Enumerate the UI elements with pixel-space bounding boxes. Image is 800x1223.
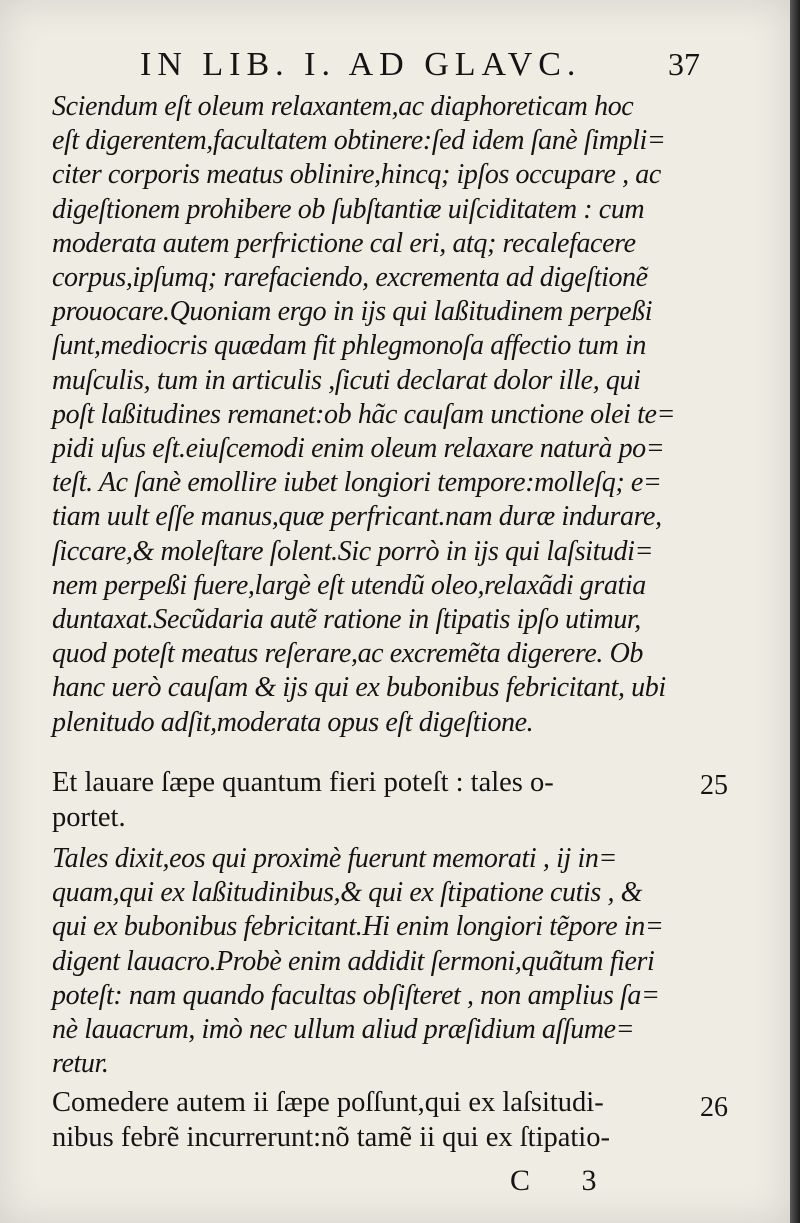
- text-line: digeſtionem prohibere ob ſubſtantiæ uiſciditatem : cum: [52, 193, 645, 225]
- text-line: prouocare.Quoniam ergo in ijs qui laßitudinem perpeßi: [52, 296, 653, 328]
- text-line: Tales dixit,eos qui proximè fuerunt memorati , ij in=: [52, 843, 617, 874]
- text-line: duntaxat.Secũdaria autẽ ratione in ſtipatis ipſo utimur,: [52, 604, 641, 636]
- text-line: qui ex bubonibus febricitant.Hi enim longiori tẽpore in=: [52, 911, 664, 943]
- text-line: nè lauacrum, imò nec ullum aliud præſidium aſſume=: [52, 1014, 635, 1046]
- text-line: Sciendum eſt oleum relaxantem,ac diaphoreticam hoc: [52, 91, 634, 122]
- text-line: plenitudo adſit,moderata opus eſt digeſtione.: [52, 706, 534, 738]
- lemma-block-1: [52, 765, 684, 835]
- text-line: muſculis, tum in articulis ,ſicuti declarat dolor ille, qui: [52, 364, 641, 396]
- commentary-block-1: [52, 90, 684, 740]
- text-line: eſt digerentem,facultatem obtinere:ſed idem ſanè ſimpli=: [52, 125, 666, 157]
- text-line: hanc uerò cauſam & ijs qui ex bubonibus febricitant, ubi: [52, 672, 666, 704]
- margin-number: 25: [700, 770, 728, 801]
- text-line: Comedere autem ii ſæpe poſſunt,qui ex laſsitudi-: [52, 1087, 604, 1118]
- margin-number: 26: [700, 1092, 728, 1123]
- page-number: 37: [668, 46, 700, 82]
- text-line: citer corporis meatus oblinire,hincq; ipſos occupare , ac: [52, 159, 661, 191]
- text-line: ſunt,mediocris quædam fit phlegmonoſa affectio tum in: [52, 330, 646, 362]
- text-line: portet.: [52, 802, 126, 833]
- page-edge-shadow: [790, 0, 800, 1223]
- text-line: ſiccare,& moleſtare ſolent.Sic porrò in ijs qui laſsitudi=: [52, 535, 654, 567]
- commentary-block-2: [52, 842, 684, 1081]
- text-line: nibus febrẽ incurrerunt:nõ tamẽ ii qui ex ſtipatio-: [52, 1122, 610, 1153]
- text-line: corpus,ipſumq; rarefaciendo, excrementa ad digeſtionẽ: [52, 262, 648, 294]
- text-line: Et lauare ſæpe quantum fieri poteſt : tales o-: [52, 767, 554, 798]
- text-line: moderata autem perfrictione cal eri, atq; recalefacere: [52, 227, 636, 259]
- text-line: poſt laßitudines remanet:ob hãc cauſam unctione olei te=: [52, 398, 675, 430]
- text-line: nem perpeßi fuere,largè eſt utendũ oleo,relaxãdi gratia: [52, 569, 646, 601]
- text-line: tiam uult eſſe manus,quæ perfricant.nam duræ indurare,: [52, 501, 662, 533]
- text-line: quam,qui ex laßitudinibus,& qui ex ſtipatione cutis , &: [52, 877, 643, 909]
- text-line: quod poteſt meatus reſerare,ac excremẽta digerere. Ob: [52, 638, 643, 670]
- text-line: teſt. Ac ſanè emollire iubet longiori tempore:molleſq; e=: [52, 467, 662, 499]
- lemma-block-2: [52, 1085, 684, 1155]
- running-title: IN LIB. I. AD GLAVC.: [140, 46, 582, 83]
- text-line: digent lauacro.Probè enim addidit ſermoni,quãtum fieri: [52, 945, 655, 977]
- text-line: retur.: [52, 1048, 109, 1080]
- text-line: poteſt: nam quando facultas obſiſteret , non amplius ſa=: [52, 979, 660, 1011]
- signature-mark: C 3: [510, 1164, 619, 1197]
- running-head: [140, 46, 700, 86]
- text-line: pidi uſus eſt.eiuſcemodi enim oleum relaxare naturà po=: [52, 433, 665, 465]
